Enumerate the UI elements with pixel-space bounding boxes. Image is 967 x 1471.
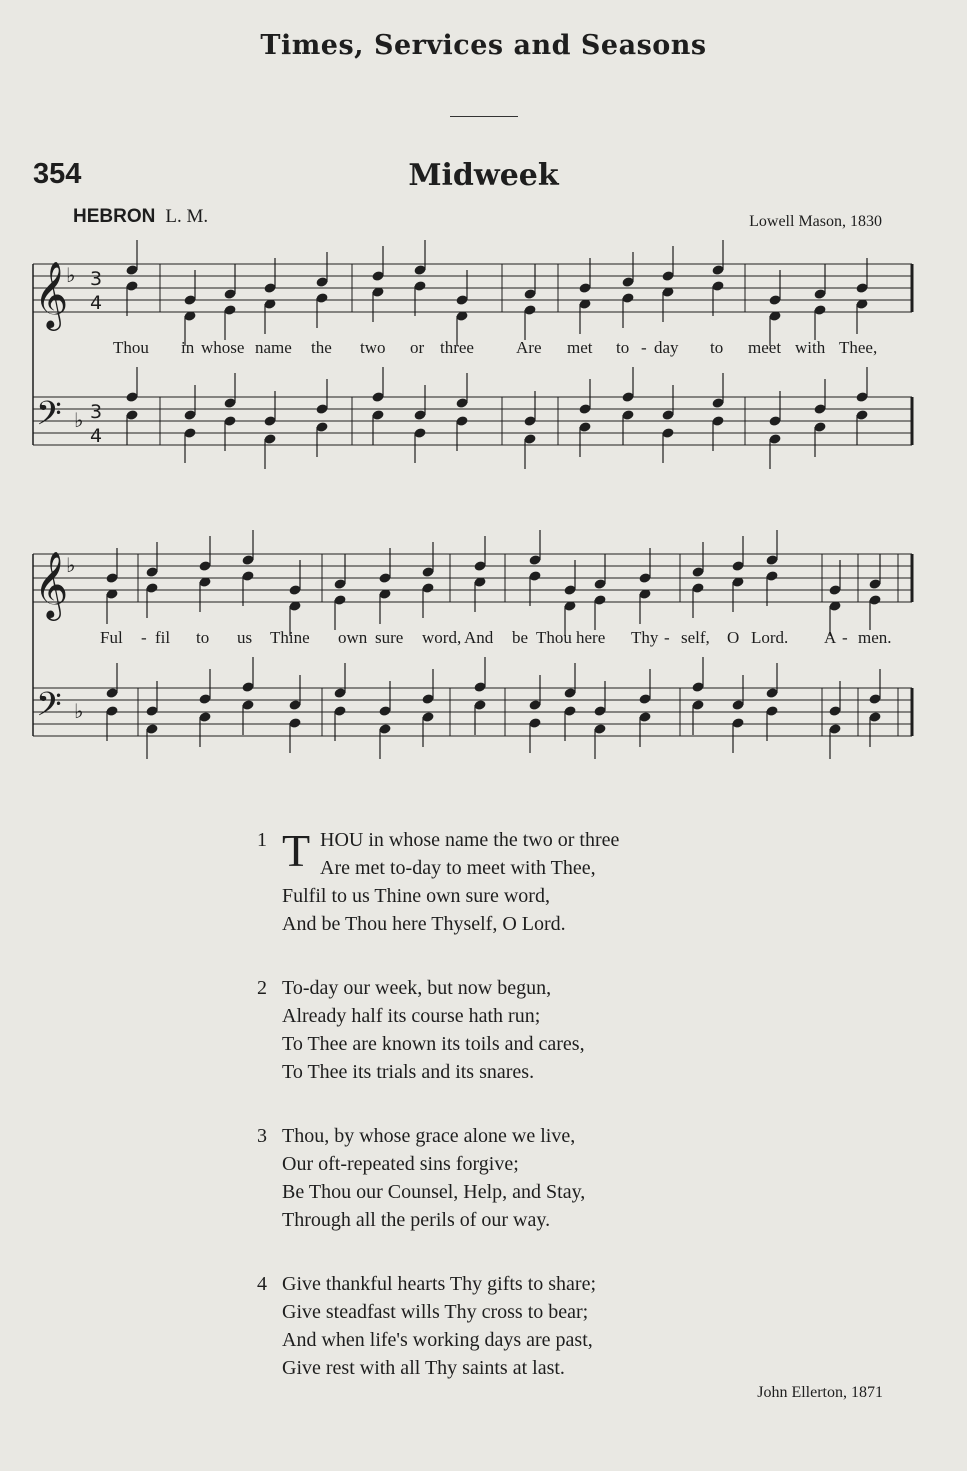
time-signature-icon: 4 xyxy=(90,292,103,314)
verse-line: Give thankful hearts Thy gifts to share; xyxy=(282,1273,597,1295)
staves xyxy=(33,264,912,736)
bass-clef-icon: 𝄢 xyxy=(36,686,62,732)
verse-line: Through all the perils of our way. xyxy=(282,1209,551,1231)
clefs xyxy=(34,260,102,732)
lyric-syllable: - xyxy=(842,628,848,647)
verse-number: 3 xyxy=(257,1125,267,1147)
lyric-syllable: word, xyxy=(422,628,462,647)
verse-number: 1 xyxy=(257,829,267,851)
verse-line: HOU in whose name the two or three xyxy=(320,829,620,851)
lyric-syllable: own xyxy=(338,628,368,647)
lyric-syllable: self, xyxy=(681,628,710,647)
verse-line: And when life's working days are past, xyxy=(282,1329,593,1351)
verse-line: Already half its course hath run; xyxy=(282,1005,541,1027)
lyric-syllable: A xyxy=(824,628,837,647)
lyric-syllable: with xyxy=(795,338,826,357)
lyric-syllable: Thine xyxy=(270,628,310,647)
lyric-syllable: to xyxy=(710,338,724,357)
verses xyxy=(252,826,619,1418)
verse-line: And be Thou here Thyself, O Lord. xyxy=(282,913,566,935)
meter: L. M. xyxy=(165,206,209,227)
verse-4 xyxy=(252,1270,619,1382)
lyric-syllable: sure xyxy=(375,628,404,647)
hymn-heading: Midweek xyxy=(408,158,559,193)
lyric-syllable: here xyxy=(576,628,606,647)
lyric-syllable: day xyxy=(654,338,679,357)
lyric-syllable: name xyxy=(255,338,292,357)
time-signature-icon: 4 xyxy=(90,425,103,447)
time-signature-icon: 3 xyxy=(90,268,103,290)
verse-line: To Thee are known its toils and cares, xyxy=(282,1033,585,1055)
lyric-syllable: to xyxy=(616,338,630,357)
verse-line: To Thee its trials and its snares. xyxy=(282,1061,535,1083)
verse-line: Give steadfast wills Thy cross to bear; xyxy=(282,1301,589,1323)
lyric-syllable: to xyxy=(196,628,210,647)
treble-clef-icon: 𝄞 xyxy=(34,260,69,328)
verse-line: Give rest with all Thy saints at last. xyxy=(282,1357,565,1379)
lyric-syllable: whose xyxy=(201,338,245,357)
lyric-syllable: in xyxy=(181,338,195,357)
verse-line: Are met to-day to meet with Thee, xyxy=(320,857,596,879)
verse-line: To-day our week, but now begun, xyxy=(282,977,552,999)
lyric-syllable: Thou xyxy=(113,338,149,357)
lyric-syllable: Lord. xyxy=(751,628,789,647)
author-credit: John Ellerton, 1871 xyxy=(757,1384,883,1401)
lyric-syllable: - xyxy=(664,628,670,647)
lyric-syllable: Thee, xyxy=(839,338,878,357)
lyric-syllable: Thou xyxy=(536,628,572,647)
flat-icon: ♭ xyxy=(66,553,76,577)
verse-number: 4 xyxy=(257,1273,267,1295)
bass-clef-icon: 𝄢 xyxy=(36,395,62,441)
lyric-syllable: Are xyxy=(516,338,542,357)
verse-3 xyxy=(252,1122,619,1234)
verse-1 xyxy=(252,826,619,938)
flat-icon: ♭ xyxy=(66,263,76,287)
verse-2 xyxy=(252,974,619,1086)
noteheads xyxy=(105,240,881,759)
verse-line: Be Thou our Counsel, Help, and Stay, xyxy=(282,1181,586,1203)
composer-credit: Lowell Mason, 1830 xyxy=(749,213,882,230)
verse-line: Thou, by whose grace alone we live, xyxy=(282,1125,576,1147)
time-signature-icon: 3 xyxy=(90,401,103,423)
lyric-syllable: men. xyxy=(858,628,892,647)
lyric-syllable: O xyxy=(727,628,740,647)
lyric-syllable: met xyxy=(567,338,593,357)
lyric-syllable: three xyxy=(440,338,474,357)
lyric-syllable: meet xyxy=(748,338,782,357)
verse-line: Our oft-repeated sins forgive; xyxy=(282,1153,519,1175)
lyric-syllable: us xyxy=(237,628,253,647)
lyric-syllable: or xyxy=(410,338,425,357)
lyric-syllable: And xyxy=(464,628,494,647)
treble-clef-icon: 𝄞 xyxy=(34,550,69,618)
verse-line: Fulfil to us Thine own sure word, xyxy=(282,885,550,907)
lyric-syllable: Ful xyxy=(100,628,123,647)
lyric-syllable: - xyxy=(641,338,647,357)
flat-icon: ♭ xyxy=(74,699,84,723)
lyric-syllable: fil xyxy=(155,628,171,647)
hymn-number: 354 xyxy=(33,158,82,190)
tune-name: HEBRON xyxy=(73,206,156,227)
dropcap: T xyxy=(282,825,311,876)
lyric-syllable: be xyxy=(512,628,529,647)
lyric-syllable: Thy xyxy=(631,628,659,647)
flat-icon: ♭ xyxy=(74,408,84,432)
lyric-syllable: two xyxy=(360,338,386,357)
lyric-syllable: the xyxy=(311,338,332,357)
lyric-syllable: - xyxy=(141,628,147,647)
running-head: Times, Services and Seasons xyxy=(260,30,707,61)
verse-number: 2 xyxy=(257,977,267,999)
